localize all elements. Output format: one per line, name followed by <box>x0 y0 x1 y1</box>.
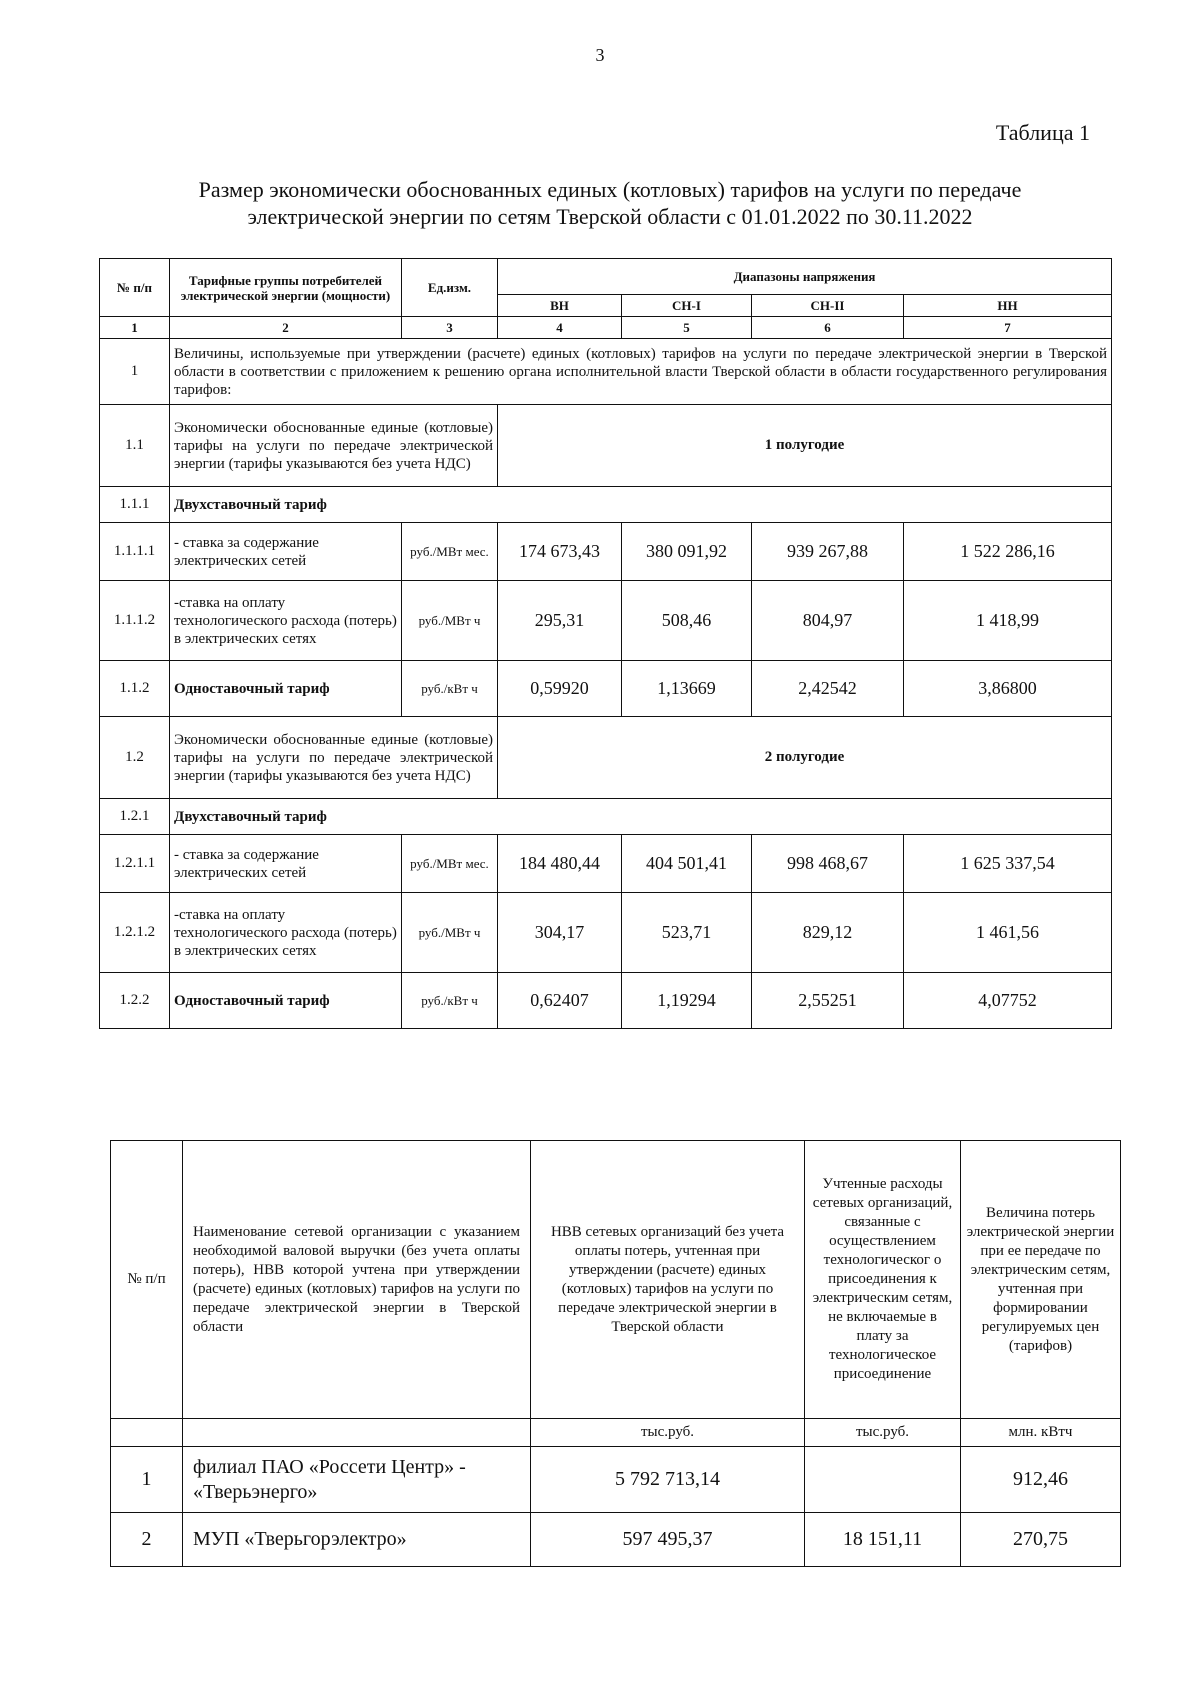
value-cell: 804,97 <box>752 581 904 661</box>
column-numbers-row <box>100 317 1112 339</box>
unit-cell: руб./кВт ч <box>402 973 498 1029</box>
losses-value: 270,75 <box>961 1513 1121 1567</box>
value-cell: 2,42542 <box>752 661 904 717</box>
col-number: 2 <box>170 317 402 339</box>
value-cell: 523,71 <box>622 893 752 973</box>
value-cell: 998 468,67 <box>752 835 904 893</box>
rate-label: -ставка на оплату технологического расхода (потерь) в электрических сетях <box>170 581 402 661</box>
table-row <box>100 523 1112 581</box>
header-group: Тарифные группы потребителей электрической энергии (мощности) <box>170 259 402 317</box>
costs-value: 18 151,11 <box>805 1513 961 1567</box>
table-row <box>111 1447 1121 1513</box>
unit-cell: руб./МВт ч <box>402 581 498 661</box>
table-row <box>100 339 1112 405</box>
value-cell: 2,55251 <box>752 973 904 1029</box>
row-num: 1.1 <box>100 405 170 487</box>
value-cell: 1,13669 <box>622 661 752 717</box>
title-line-2: электрической энергии по сетям Тверской области с 01.01.2022 по 30.11.2022 <box>247 204 973 229</box>
header-unit: Ед.изм. <box>402 259 498 317</box>
title-line-1: Размер экономически обоснованных единых (котловых) тарифов на услуги по передаче <box>198 177 1022 202</box>
unit-cell: руб./МВт ч <box>402 893 498 973</box>
value-cell: 1,19294 <box>622 973 752 1029</box>
header-nn: НН <box>904 295 1112 317</box>
unit-cell: руб./кВт ч <box>402 661 498 717</box>
table-row <box>100 487 1112 523</box>
row-num: 1.1.1.1 <box>100 523 170 581</box>
row-num: 1.2.2 <box>100 973 170 1029</box>
header-ranges: Диапазоны напряжения <box>498 259 1112 295</box>
section-description: Величины, используемые при утверждении (расчете) единых (котловых) тарифов на услуги по передаче электрической энергии в Тверской области в соответствии с приложением к решению органа исполнительной власти Тверской области в области государственного регулирования тарифов: <box>170 339 1112 405</box>
unit-costs: тыс.руб. <box>805 1419 961 1447</box>
econ-tariff-text: Экономически обоснованные единые (котловые) тарифы на услуги по передаче электрической энергии (тарифы указываются без учета НДС) <box>170 405 498 487</box>
value-cell: 380 091,92 <box>622 523 752 581</box>
header-sn2: СН-II <box>752 295 904 317</box>
unit-cell: руб./МВт мес. <box>402 835 498 893</box>
row-num: 1.1.1 <box>100 487 170 523</box>
row-num: 2 <box>111 1513 183 1567</box>
header-costs: Учтенные расходы сетевых организаций, связанные с осуществлением технологическог о присоединения к электрическим сетям, не включаемые в плату за технологическое присоединение <box>805 1141 961 1419</box>
col-number: 5 <box>622 317 752 339</box>
rate-label: - ставка за содержание электрических сетей <box>170 523 402 581</box>
value-cell: 939 267,88 <box>752 523 904 581</box>
period-label: 1 полугодие <box>498 405 1112 487</box>
value-cell: 3,86800 <box>904 661 1112 717</box>
table-row <box>100 973 1112 1029</box>
value-cell: 295,31 <box>498 581 622 661</box>
row-num: 1.2.1 <box>100 799 170 835</box>
value-cell: 304,17 <box>498 893 622 973</box>
tariff-table <box>99 258 1112 1029</box>
rate-label: Одноставочный тариф <box>170 973 402 1029</box>
col-number: 6 <box>752 317 904 339</box>
table-row <box>100 405 1112 487</box>
value-cell: 404 501,41 <box>622 835 752 893</box>
unit-nvv: тыс.руб. <box>531 1419 805 1447</box>
header-num: № п/п <box>111 1141 183 1419</box>
rate-label: - ставка за содержание электрических сетей <box>170 835 402 893</box>
losses-value: 912,46 <box>961 1447 1121 1513</box>
table-row <box>100 717 1112 799</box>
table-label: Таблица 1 <box>995 120 1090 145</box>
header-losses: Величина потерь электрической энергии при ее передаче по электрическим сетям, учтенная при формировании регулируемых цен (тарифов) <box>961 1141 1121 1419</box>
table-row <box>111 1513 1121 1567</box>
row-num: 1.2 <box>100 717 170 799</box>
col-number: 1 <box>100 317 170 339</box>
value-cell: 4,07752 <box>904 973 1112 1029</box>
nvv-value: 5 792 713,14 <box>531 1447 805 1513</box>
value-cell: 0,59920 <box>498 661 622 717</box>
header-org-name: Наименование сетевой организации с указанием необходимой валовой выручки (без учета оплаты потерь), НВВ которой учтена при утверждении (расчете) единых (котловых) тарифов на услуги по передаче электрической энергии в Тверской области <box>183 1141 531 1419</box>
two-rate-label: Двухставочный тариф <box>170 799 1112 835</box>
period-label: 2 полугодие <box>498 717 1112 799</box>
network-org-table <box>110 1140 1121 1567</box>
econ-tariff-text: Экономически обоснованные единые (котловые) тарифы на услуги по передаче электрической энергии (тарифы указываются без учета НДС) <box>170 717 498 799</box>
value-cell: 184 480,44 <box>498 835 622 893</box>
value-cell: 1 522 286,16 <box>904 523 1112 581</box>
col-number: 4 <box>498 317 622 339</box>
org-name: филиал ПАО «Россети Центр» - «Тверьэнерго» <box>183 1447 531 1513</box>
value-cell: 1 625 337,54 <box>904 835 1112 893</box>
document-title <box>110 176 1110 230</box>
rate-label: -ставка на оплату технологического расхода (потерь) в электрических сетях <box>170 893 402 973</box>
row-num: 1 <box>111 1447 183 1513</box>
value-cell: 1 418,99 <box>904 581 1112 661</box>
unit-losses: млн. кВтч <box>961 1419 1121 1447</box>
unit-cell: руб./МВт мес. <box>402 523 498 581</box>
table-row <box>100 581 1112 661</box>
two-rate-label: Двухставочный тариф <box>170 487 1112 523</box>
row-num: 1.2.1.1 <box>100 835 170 893</box>
page-number: 3 <box>595 45 605 65</box>
value-cell: 829,12 <box>752 893 904 973</box>
header-num: № п/п <box>100 259 170 317</box>
table-row <box>100 835 1112 893</box>
table-row <box>100 893 1112 973</box>
costs-value <box>805 1447 961 1513</box>
row-num: 1.2.1.2 <box>100 893 170 973</box>
row-num: 1.1.1.2 <box>100 581 170 661</box>
rate-label: Одноставочный тариф <box>170 661 402 717</box>
header-vn: ВН <box>498 295 622 317</box>
col-number: 3 <box>402 317 498 339</box>
table-row <box>100 661 1112 717</box>
row-num: 1.1.2 <box>100 661 170 717</box>
table-row <box>100 799 1112 835</box>
nvv-value: 597 495,37 <box>531 1513 805 1567</box>
value-cell: 1 461,56 <box>904 893 1112 973</box>
value-cell: 0,62407 <box>498 973 622 1029</box>
header-nvv: НВВ сетевых организаций без учета оплаты потерь, учтенная при утверждении (расчете) единых (котловых) тарифов на услуги по передаче электрической энергии в Тверской области <box>531 1141 805 1419</box>
org-name: МУП «Тверьгорэлектро» <box>183 1513 531 1567</box>
row-num: 1 <box>100 339 170 405</box>
value-cell: 508,46 <box>622 581 752 661</box>
header-sn1: СН-I <box>622 295 752 317</box>
value-cell: 174 673,43 <box>498 523 622 581</box>
col-number: 7 <box>904 317 1112 339</box>
